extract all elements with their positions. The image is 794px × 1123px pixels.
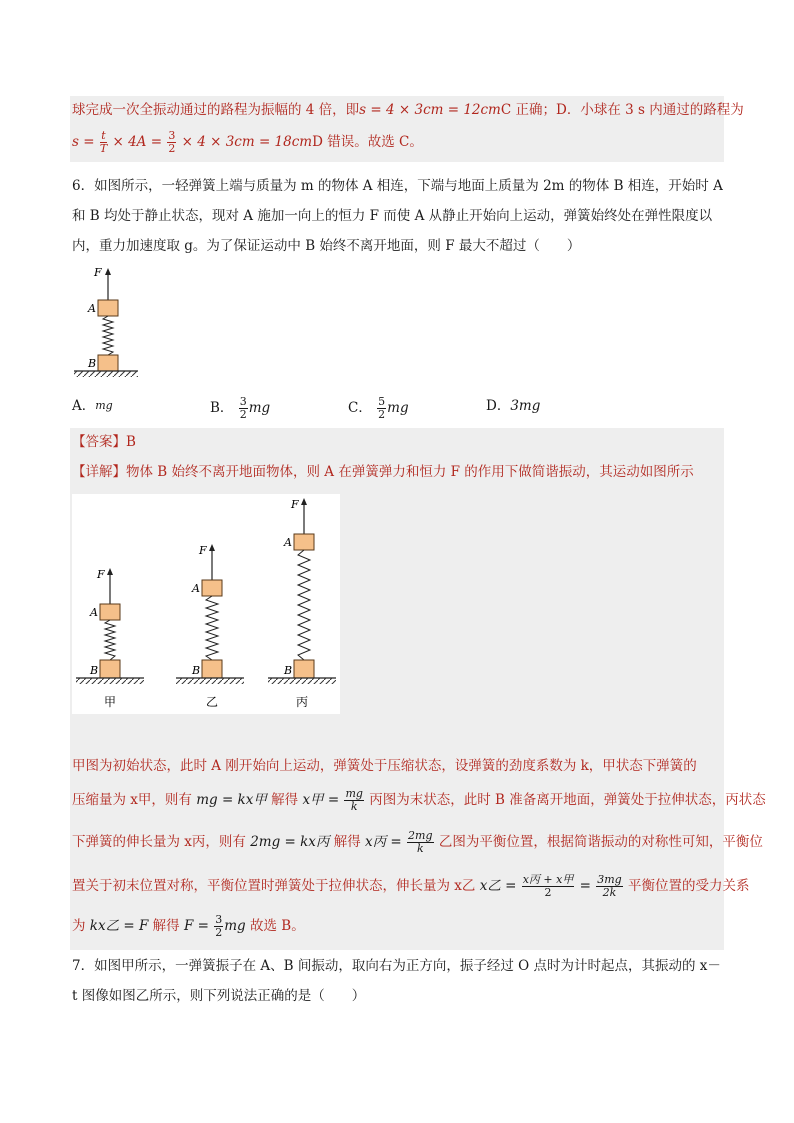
analysis-line5: 为 kx乙 = F 解得 F = $\frac{3}{2}$ mg 故选 B。 <box>72 913 305 939</box>
analysis-line4: 置关于初末位置对称，平衡位置时弹簧处于拉伸状态，伸长量为 x乙 x乙 = $\frac{\text{x丙 + x甲}}{2}$ = $\frac{3mg}{2k}$ 平衡位置的受力关系 <box>72 873 750 899</box>
option-b[interactable]: B． $\frac{3}{2}$ mg <box>210 395 271 421</box>
analysis-line3: 下弹簧的伸长量为 x丙，则有 2mg = kx丙 解得 x丙 = $\frac{2mg}{k}$ 乙图为平衡位置，根据简谐振动的对称性可知，平衡位 <box>72 829 763 855</box>
detail-text: 物体 B 始终不离开地面物体，则 A 在弹簧弹力和恒力 F 的作用下做简谐振动，其运动如图所示 <box>126 464 694 480</box>
caption-bing: 丙 <box>296 695 309 709</box>
q6-label-A: A <box>88 302 96 315</box>
svg-text:B: B <box>192 664 201 677</box>
detail-line <box>72 462 694 482</box>
svg-text:A: A <box>284 536 292 549</box>
q6-spring-figure <box>72 262 142 382</box>
three-state-figure <box>72 494 340 714</box>
option-c[interactable]: C． $\frac{5}{2}$ mg <box>348 395 409 421</box>
prev-explanation-line1: 球完成一次全振动通过的路程为振幅的 4 倍，即s = 4 × 3cm = 12cmC 正确；D．小球在 3 s 内通过的路程为 <box>72 102 744 118</box>
svg-text:A: A <box>192 582 200 595</box>
option-a[interactable]: A．$^{mg}$ <box>72 398 113 414</box>
q7-stem-line2: t 图像如图乙所示，则下列说法正确的是（ ） <box>72 988 366 1004</box>
svg-text:B: B <box>90 664 99 677</box>
caption-jia: 甲 <box>104 695 117 709</box>
answer-tag: 【答案】 <box>72 434 126 450</box>
analysis-line1: 甲图为初始状态，此时 A 刚开始向上运动，弹簧处于压缩状态，设弹簧的劲度系数为 k，甲状态下弹簧的 <box>72 758 697 774</box>
detail-tag: 【详解】 <box>72 464 126 480</box>
answer-value: B <box>126 434 136 450</box>
option-d[interactable]: D．3mg <box>486 398 541 414</box>
svg-text:F: F <box>291 498 299 511</box>
q7-stem-line1: 7．如图甲所示，一弹簧振子在 A、B 间振动，取向右为正方向，振子经过 O 点时为计时起点，其振动的 x－ <box>72 958 721 974</box>
analysis-line2: 压缩量为 x甲，则有 mg = kx甲 解得 x甲 = $\frac{mg}{k}$ 丙图为末状态，此时 B 准备离开地面，弹簧处于拉伸状态，丙状态 <box>72 787 766 813</box>
answer-line <box>72 432 136 452</box>
svg-text:B: B <box>284 664 293 677</box>
q6-stem-line2: 和 B 均处于静止状态，现对 A 施加一向上的恒力 F 而使 A 从静止开始向上运动，弹簧始终处在弹性限度以 <box>72 208 713 224</box>
caption-yi: 乙 <box>206 695 219 709</box>
svg-text:F: F <box>199 544 207 557</box>
svg-text:A: A <box>90 606 98 619</box>
prev-explanation-line2: s = $\frac{t}{T}$ × 4A = $\frac{3}{2}$ × 4 × 3cm = 18cmD 错误。故选 C。 <box>72 129 423 155</box>
q6-stem-line3: 内，重力加速度取 g。为了保证运动中 B 始终不离开地面，则 F 最大不超过（ ） <box>72 238 581 254</box>
svg-text:F: F <box>97 568 105 581</box>
q6-label-F: F <box>94 266 102 279</box>
q6-label-B: B <box>88 357 97 370</box>
q6-stem-line1: 6．如图所示，一轻弹簧上端与质量为 m 的物体 A 相连，下端与地面上质量为 2m 的物体 B 相连，开始时 A <box>72 178 723 194</box>
